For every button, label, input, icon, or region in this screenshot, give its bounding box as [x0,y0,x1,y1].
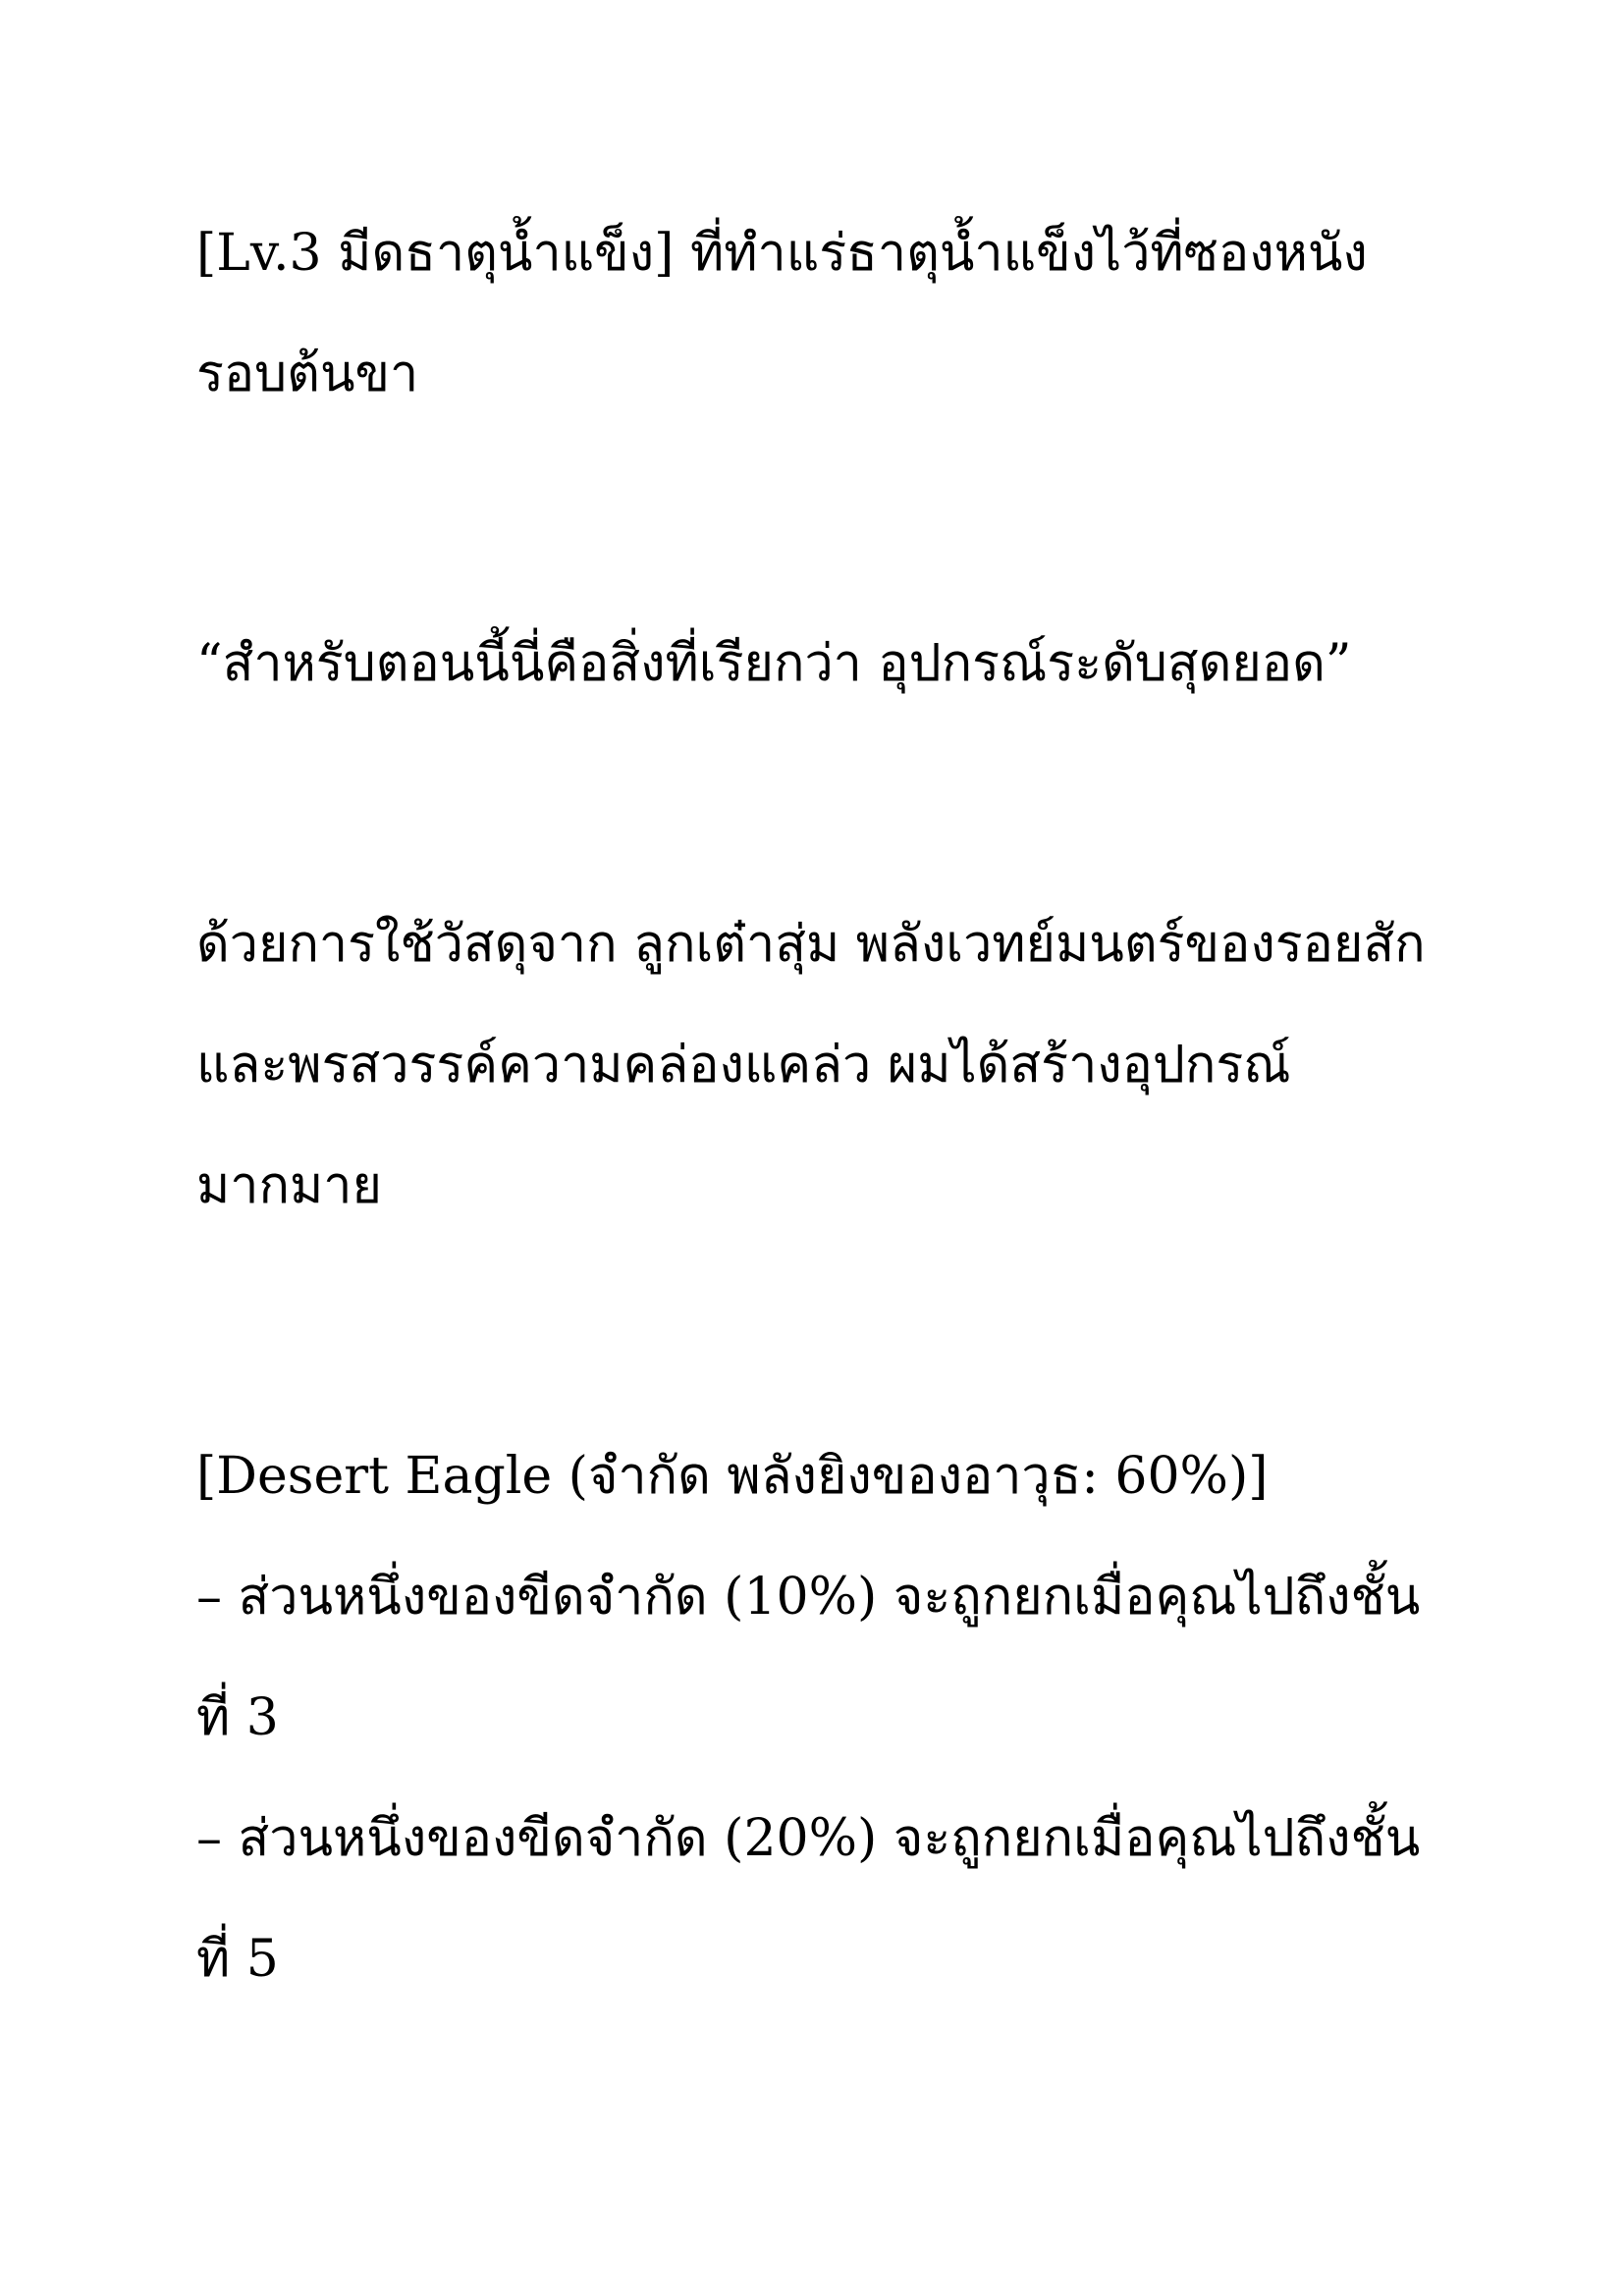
weapon-title-line: [Desert Eagle (จำกัด พลังยิงของอาวุธ: 60%)] [196,1447,1269,1506]
limit-note-2-line-2: ที่ 5 [196,1930,279,1989]
limit-note-1-line-2: ที่ 3 [196,1688,279,1747]
limit-note-2-line-1: – ส่วนหนึ่งของขีดจำกัด (20%) จะถูกยกเมื่อคุณไปถึงชั้น [196,1809,1421,1868]
paragraph-quote-line: “สำหรับตอนนี้นี่คือสิ่งที่เรียกว่า อุปกรณ์ระดับสุดยอด” [196,634,1352,693]
paragraph-crafting-line-3: มากมาย [196,1156,382,1215]
paragraph-item-line-1: [Lv.3 มีดธาตุน้ำแข็ง] ที่ทำแร่ธาตุน้ำแข็งไว้ที่ซองหนัง [196,224,1368,283]
limit-note-1-line-1: – ส่วนหนึ่งของขีดจำกัด (10%) จะถูกยกเมื่อคุณไปถึงชั้น [196,1568,1421,1627]
paragraph-crafting-line-1: ด้วยการใช้วัสดุจาก ลูกเต๋าสุ่ม พลังเวทย์มนตร์ของรอยสัก [196,915,1426,974]
paragraph-item-line-2: รอบต้นขา [196,345,419,403]
paragraph-crafting-line-2: และพรสวรรค์ความคล่องแคล่ว ผมได้สร้างอุปกรณ์ [196,1036,1291,1095]
